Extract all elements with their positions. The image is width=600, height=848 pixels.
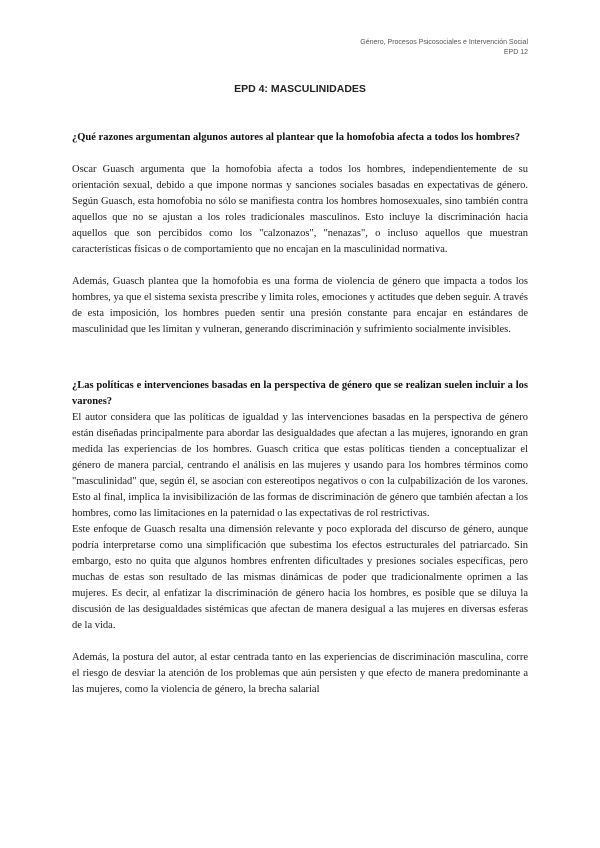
paragraph-1-2: Además, Guasch plantea que la homofobia es una forma de violencia de género que impacta a todos los hombres, ya que el sistema sexista prescribe y limita roles, emociones y actitudes que deben seguir. A través de esta imposición, los hombres pueden sentir una presión constante para encajar en estándares de masculinidad que les limitan y vulneran, generando discriminación y sufrimiento socialmente invisibles. <box>72 276 528 335</box>
document-title: EPD 4: MASCULINIDADES <box>234 83 366 95</box>
paragraph-1-1: Oscar Guasch argumenta que la homofobia afecta a todos los hombres, independientemente de su orientación sexual, debido a que impone normas y sanciones sociales basadas en expectativas de género. Según Guasch, esta homofobia no sólo se manifiesta contra los hombres homosexuales, sino también contra aquellos que no se ajustan a los roles tradicionales masculinos. Esto incluye la discriminación hacia aquellos que son percibidos como los "calzonazos", "nenazas", o incluso aquellos que muestran características físicas o de comportamiento que no encajan en la masculinidad normativa. <box>72 164 528 255</box>
page-header <box>360 38 528 58</box>
question-2-heading: ¿Las políticas e intervenciones basadas en la perspectiva de género que se realizan suelen incluir a los varones? <box>72 380 528 407</box>
paragraph-2-3: Además, la postura del autor, al estar centrada tanto en las experiencias de discriminación masculina, corre el riesgo de desviar la atención de los problemas que aún persisten y que efecto de manera predominante a las mujeres, como la violencia de género, la brecha salarial <box>72 652 528 695</box>
document-body <box>72 130 528 698</box>
paragraph-2-1: El autor considera que las políticas de igualdad y las intervenciones basadas en la perspectiva de género están diseñadas principalmente para abordar las desigualdades que afectan a las mujeres, ignorando en gran medida las experiencias de los hombres. Guasch critica que estas políticas tienden a conceptualizar el género de manera parcial, centrando el análisis en las mujeres y usando para los hombres términos como "masculinidad" que, según él, se asocian con estereotipos negativos o con la culpabilización de los varones. Esto al final, implica la invisibilización de las formas de discriminación de género que también afectan a los hombres, como las limitaciones en la paternidad o las expectativas de rol restrictivas. <box>72 412 528 519</box>
course-name: Género, Procesos Psicosociales e Intervención Social <box>360 39 528 46</box>
paragraph-2-2: Este enfoque de Guasch resalta una dimensión relevante y poco explorada del discurso de género, aunque podría interpretarse como una simplificación que subestima los efectos estructurales del patriarcado. Sin embargo, esto no quita que algunos hombres enfrenten dificultades y presiones sociales específicas, pero muchas de estas son resultado de las mismas dinámicas de poder que tradicionalmente oprimen a las mujeres. Es decir, al enfatizar la discriminación de género hacia los hombres, es posible que se diluya la discusión de las desigualdades sistémicas que afectan de manera desigual a las mujeres en diversas esferas de la vida. <box>72 524 528 631</box>
document-code: EPD 12 <box>503 49 528 56</box>
question-1-heading: ¿Qué razones argumentan algunos autores al plantear que la homofobia afecta a todos los hombres? <box>72 132 521 143</box>
